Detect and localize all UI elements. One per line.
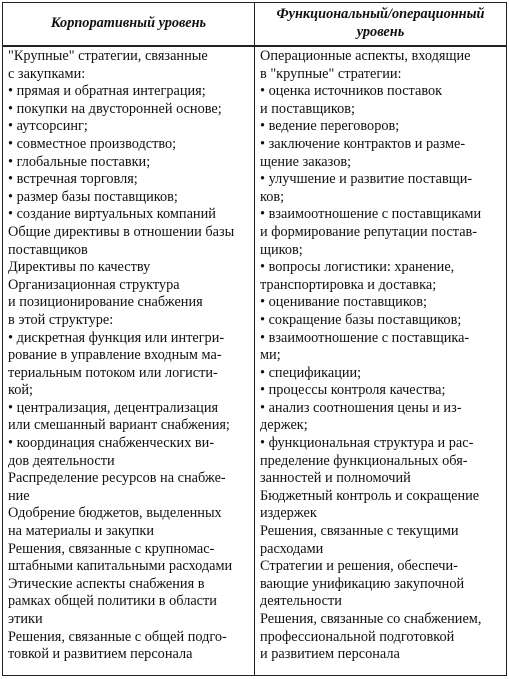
corporate-line: Директивы по качеству bbox=[8, 259, 151, 276]
corporate-line: Решения, связанные с крупномас- bbox=[8, 540, 215, 557]
corporate-line: товкой и развитием персонала bbox=[8, 646, 193, 663]
corporate-line: дов деятельности bbox=[8, 452, 115, 469]
corporate-line: штабными капитальными расходами bbox=[8, 558, 233, 575]
functional-line: • оценивание поставщиков; bbox=[260, 294, 427, 311]
corporate-line: • централизация, децентрализация bbox=[8, 399, 219, 416]
functional-line: пределение функциональных обя- bbox=[260, 452, 468, 469]
functional-line: Бюджетный контроль и сокращение bbox=[260, 487, 480, 504]
functional-line: • улучшение и развитие поставщи- bbox=[260, 171, 473, 188]
corporate-line: Организационная структура bbox=[8, 276, 180, 293]
corporate-line: • покупки на двусторонней основе; bbox=[8, 100, 222, 117]
corporate-line: рамках общей политики в области bbox=[8, 593, 217, 610]
corporate-line: "Крупные" стратегии, связанные bbox=[8, 48, 208, 64]
functional-line: занностей и полномочий bbox=[260, 470, 411, 487]
functional-line: • взаимоотношение с поставщика- bbox=[260, 329, 470, 346]
corporate-line: поставщиков bbox=[8, 241, 88, 258]
functional-line: и формирование репутации постав- bbox=[260, 223, 478, 240]
corporate-line: рование в управление входным ма- bbox=[8, 347, 222, 364]
functional-line: Операционные аспекты, входящие bbox=[260, 48, 471, 64]
functional-line: Стратегии и решения, обеспечи- bbox=[260, 558, 458, 575]
functional-line: расходами bbox=[260, 540, 324, 557]
header-corporate-level: Корпоративный уровень bbox=[3, 3, 255, 47]
functional-line: и развитием персонала bbox=[260, 646, 400, 663]
corporate-line: териальным потоком или логисти- bbox=[8, 364, 218, 381]
functional-line: профессиональной подготовкой bbox=[260, 628, 455, 645]
corporate-line: • размер базы поставщиков; bbox=[8, 188, 178, 205]
functional-line: • оценка источников поставок bbox=[260, 83, 443, 100]
functional-line: издержек bbox=[260, 505, 317, 522]
corporate-line: Решения, связанные с общей подго- bbox=[8, 628, 227, 645]
functional-line: щение заказов; bbox=[260, 153, 352, 170]
corporate-line: кой; bbox=[8, 382, 33, 399]
functional-line: • сокращение базы поставщиков; bbox=[260, 311, 462, 328]
corporate-line: • прямая и обратная интеграция; bbox=[8, 83, 206, 100]
functional-line: вающие унификацию закупочной bbox=[260, 575, 465, 592]
functional-line: • функциональная структура и рас- bbox=[260, 435, 474, 452]
functional-line: в "крупные" стратегии: bbox=[260, 65, 402, 82]
corporate-line: или смешанный вариант снабжения; bbox=[8, 417, 230, 434]
functional-line: • заключение контрактов и разме- bbox=[260, 135, 466, 152]
functional-line: транспортировка и доставка; bbox=[260, 276, 437, 293]
corporate-line: • создание виртуальных компаний bbox=[8, 206, 216, 223]
functional-line: Решения, связанные со снабжением, bbox=[260, 611, 482, 627]
corporate-line: ние bbox=[8, 487, 30, 504]
functional-line: • спецификации; bbox=[260, 364, 362, 381]
corporate-line: в этой структуре: bbox=[8, 311, 114, 328]
corporate-line: • аутсорсинг; bbox=[8, 118, 88, 135]
corporate-line: Распределение ресурсов на снабже- bbox=[8, 470, 226, 487]
corporate-line: • встречная торговля; bbox=[8, 171, 138, 188]
corporate-line: на материалы и закупки bbox=[8, 523, 155, 540]
functional-line: • взаимоотношение с поставщиками bbox=[260, 206, 482, 223]
functional-level-column bbox=[255, 46, 507, 676]
functional-line: щиков; bbox=[260, 241, 303, 258]
corporate-line: • дискретная функция или интегри- bbox=[8, 329, 225, 346]
corporate-level-column bbox=[3, 46, 255, 676]
functional-line: деятельности bbox=[260, 593, 342, 610]
functional-line: • анализ соотношения цены и из- bbox=[260, 399, 462, 416]
corporate-line: с закупками: bbox=[8, 65, 86, 82]
header-functional-level: Функциональный/операционный уровень bbox=[255, 3, 507, 47]
functional-line: ков; bbox=[260, 188, 285, 205]
corporate-line: • координация снабженческих ви- bbox=[8, 435, 215, 452]
functional-line: • вопросы логистики: хранение, bbox=[260, 259, 455, 276]
corporate-line: Этические аспекты снабжения в bbox=[8, 575, 205, 592]
corporate-line: Одобрение бюджетов, выделенных bbox=[8, 505, 222, 522]
functional-line: ми; bbox=[260, 347, 281, 364]
header-row bbox=[3, 3, 507, 47]
functional-line: • процессы контроля качества; bbox=[260, 382, 446, 399]
functional-line: Решения, связанные с текущими bbox=[260, 523, 459, 540]
functional-line: держек; bbox=[260, 417, 308, 434]
corporate-line: • совместное производство; bbox=[8, 135, 177, 152]
functional-line: • ведение переговоров; bbox=[260, 118, 400, 135]
corporate-line: и позиционирование снабжения bbox=[8, 294, 203, 311]
corporate-line: • глобальные поставки; bbox=[8, 153, 151, 170]
functional-line: и поставщиков; bbox=[260, 100, 355, 117]
corporate-line: этики bbox=[8, 611, 43, 627]
comparison-table bbox=[2, 2, 507, 676]
body-row bbox=[3, 46, 507, 676]
corporate-line: Общие директивы в отношении базы bbox=[8, 223, 235, 240]
